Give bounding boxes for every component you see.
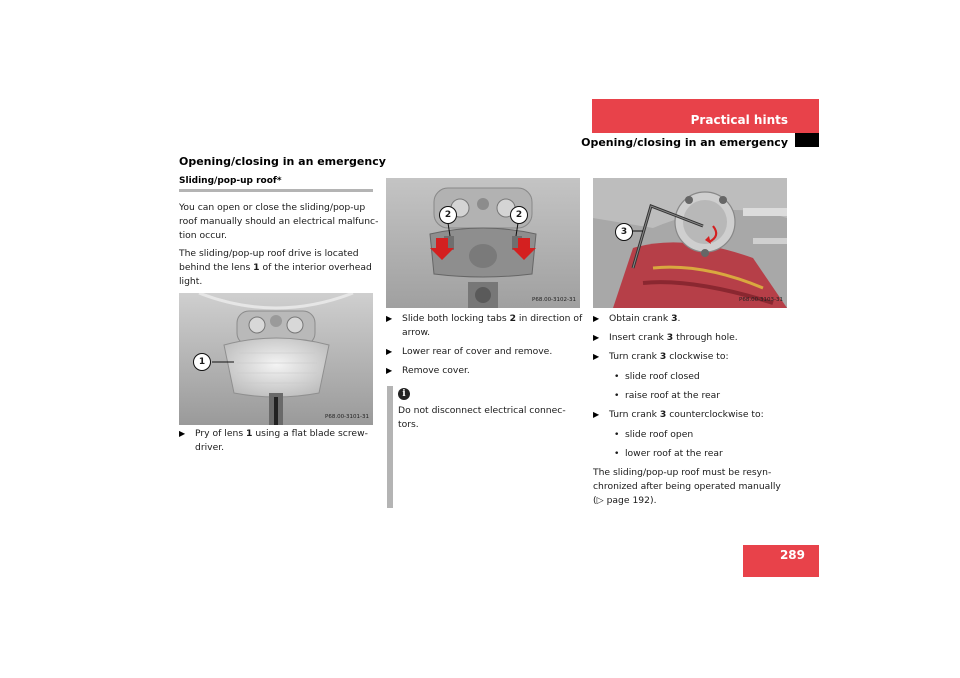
subheading-rule: [179, 189, 373, 192]
resync-paragraph: The sliding/pop-up roof must be resyn- chronized after being operated manually (▷ page 192).: [593, 467, 781, 506]
image-code: P68.00-3102-31: [532, 297, 577, 303]
bullet-slide-open: slide roof open: [625, 429, 694, 440]
page-number: 289: [779, 548, 805, 562]
step-pry-lens: ▶ Pry of lens 1 using a flat blade screw- driver.: [179, 428, 368, 453]
step-insert-crank: ▶ Insert crank 3 through hole.: [593, 332, 738, 343]
crank-photo: [593, 178, 787, 308]
header-subsection-title: Opening/closing in an emergency: [581, 136, 788, 149]
bullet-raise-rear: raise roof at the rear: [625, 390, 721, 401]
triangle-right-icon: ▶: [593, 333, 600, 342]
note-bar: [387, 386, 393, 508]
header-section-title: Practical hints: [690, 113, 788, 127]
callout-2-left: 2: [439, 206, 457, 224]
step-obtain-crank: ▶ Obtain crank 3.: [593, 313, 681, 324]
info-icon: i: [398, 388, 410, 400]
step-turn-counterclockwise: ▶ Turn crank 3 counterclockwise to:: [593, 409, 764, 420]
bullet-dot-icon: •: [614, 390, 620, 401]
bullet-dot-icon: •: [614, 371, 620, 382]
overhead-light-photo: [179, 293, 373, 425]
page-ref-arrow-icon: ▷: [596, 495, 604, 506]
bullet-lower-rear: lower roof at the rear: [625, 448, 723, 459]
image-code: P68.00-3103-31: [739, 297, 784, 303]
location-paragraph: The sliding/pop-up roof drive is located behind the lens 1 of the interior overhead light.: [179, 248, 372, 287]
callout-1: 1: [193, 353, 211, 371]
triangle-right-icon: ▶: [593, 352, 600, 361]
triangle-right-icon: ▶: [386, 366, 393, 375]
callout-3: 3: [615, 223, 633, 241]
triangle-right-icon: ▶: [593, 314, 600, 323]
page-title: Opening/closing in an emergency: [179, 155, 386, 168]
header-black-tab: [795, 133, 819, 147]
page-reference-link[interactable]: page 192).: [603, 495, 657, 506]
step-turn-clockwise: ▶ Turn crank 3 clockwise to:: [593, 351, 729, 362]
triangle-right-icon: ▶: [593, 410, 600, 419]
section-subheading: Sliding/pop-up roof*: [179, 176, 282, 186]
step-lower-cover: ▶ Lower rear of cover and remove.: [386, 346, 553, 357]
intro-paragraph: You can open or close the sliding/pop-up roof manually should an electrical malfunc- tion occur.: [179, 202, 379, 241]
cover-tabs-photo: [386, 178, 580, 308]
callout-2-right: 2: [510, 206, 528, 224]
triangle-right-icon: ▶: [179, 429, 186, 438]
triangle-right-icon: ▶: [386, 314, 393, 323]
bullet-slide-closed: slide roof closed: [625, 371, 700, 382]
step-remove-cover: ▶ Remove cover.: [386, 365, 470, 376]
bullet-dot-icon: •: [614, 429, 620, 440]
step-slide-tabs: ▶ Slide both locking tabs 2 in direction of arrow.: [386, 313, 583, 338]
bullet-dot-icon: •: [614, 448, 620, 459]
note-text: Do not disconnect electrical connec- tors.: [398, 405, 566, 430]
triangle-right-icon: ▶: [386, 347, 393, 356]
image-code: P68.00-3101-31: [325, 414, 370, 420]
